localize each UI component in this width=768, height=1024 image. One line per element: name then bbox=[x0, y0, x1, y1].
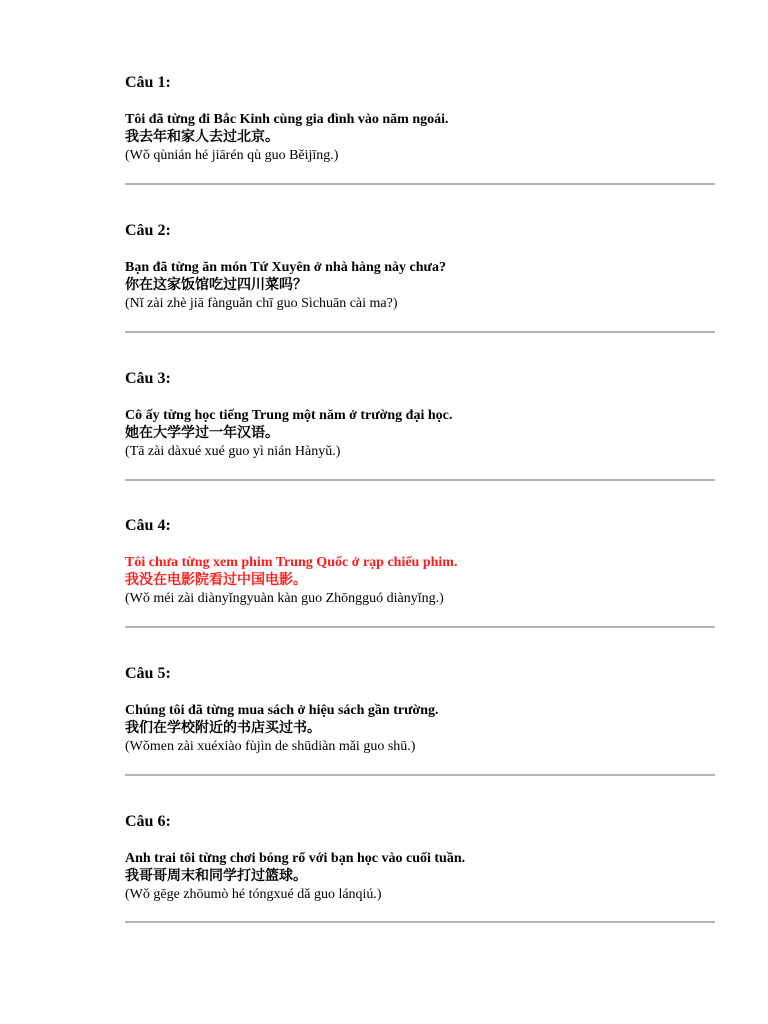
question-pinyin: (Wǒ méi zài diànyǐngyuàn kàn guo Zhōngguó diànyǐng.) bbox=[125, 591, 444, 606]
question-vietnamese: Chúng tôi đã từng mua sách ở hiệu sách gần trường. bbox=[125, 703, 439, 718]
question-pinyin: (Tā zài dàxué xué guo yì nián Hànyǔ.) bbox=[125, 444, 341, 459]
question-chinese: 我去年和家人去过北京。 bbox=[125, 130, 279, 145]
divider bbox=[125, 479, 715, 481]
question-pinyin: (Wǒ gēge zhōumò hé tóngxué dǎ guo lánqiú.) bbox=[125, 887, 382, 902]
divider bbox=[125, 183, 715, 185]
question-title: Câu 5: bbox=[125, 665, 171, 682]
divider bbox=[125, 774, 715, 776]
question-title: Câu 1: bbox=[125, 74, 171, 91]
question-3 bbox=[125, 370, 715, 461]
question-pinyin: (Wǒ qùnián hé jiārén qù guo Běijīng.) bbox=[125, 148, 339, 163]
question-6 bbox=[125, 813, 715, 904]
question-vietnamese: Anh trai tôi từng chơi bóng rổ với bạn học vào cuối tuần. bbox=[125, 851, 466, 866]
question-title: Câu 4: bbox=[125, 517, 171, 534]
divider bbox=[125, 331, 715, 333]
question-2 bbox=[125, 222, 715, 313]
question-1 bbox=[125, 74, 715, 165]
divider bbox=[125, 626, 715, 628]
question-5 bbox=[125, 665, 715, 756]
question-chinese: 我们在学校附近的书店买过书。 bbox=[125, 721, 321, 736]
question-chinese: 你在这家饭馆吃过四川菜吗？ bbox=[125, 278, 307, 293]
question-chinese: 她在大学学过一年汉语。 bbox=[125, 426, 279, 441]
question-vietnamese: Cô ấy từng học tiếng Trung một năm ở trường đại học. bbox=[125, 408, 453, 423]
question-vietnamese: Tôi đã từng đi Bắc Kinh cùng gia đình vào năm ngoái. bbox=[125, 112, 449, 127]
question-4 bbox=[125, 517, 715, 608]
question-title: Câu 6: bbox=[125, 813, 171, 830]
question-vietnamese-highlighted: Tôi chưa từng xem phim Trung Quốc ở rạp chiếu phim. bbox=[125, 555, 458, 570]
question-vietnamese: Bạn đã từng ăn món Tứ Xuyên ở nhà hàng này chưa? bbox=[125, 260, 446, 275]
question-title: Câu 3: bbox=[125, 370, 171, 387]
question-chinese: 我哥哥周末和同学打过篮球。 bbox=[125, 869, 307, 884]
question-chinese-highlighted: 我没在电影院看过中国电影。 bbox=[125, 573, 307, 588]
question-title: Câu 2: bbox=[125, 222, 171, 239]
question-pinyin: (Nǐ zài zhè jiā fànguǎn chī guo Sìchuān cài ma?) bbox=[125, 296, 398, 311]
question-pinyin: (Wǒmen zài xuéxiào fùjìn de shūdiàn mǎi guo shū.) bbox=[125, 739, 416, 754]
divider bbox=[125, 921, 715, 923]
